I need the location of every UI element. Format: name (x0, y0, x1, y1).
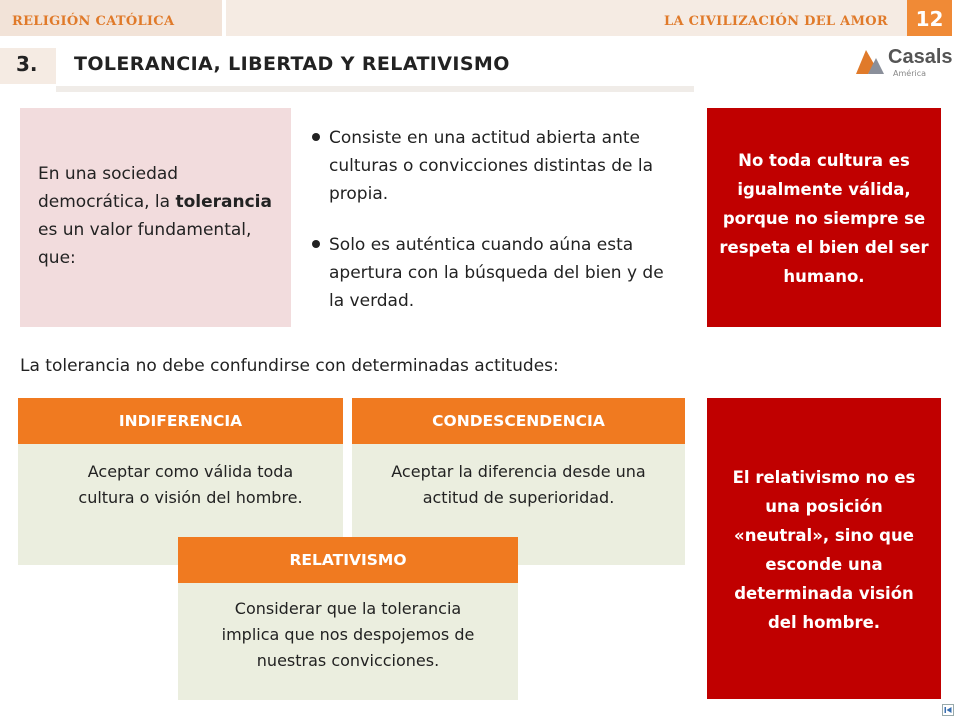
callout-bottom: El relativismo no es una posición «neutral», sino que esconde una determinada visión del hombre. (707, 398, 941, 699)
bullet-dot-icon (310, 238, 322, 250)
card-text-condescendencia: Aceptar la diferencia desde una actitud de superioridad. (352, 444, 685, 565)
page-number: 12 (907, 0, 952, 36)
header-unit-title: LA CIVILIZACIÓN DEL AMOR (664, 14, 888, 29)
intro-bold-term: tolerancia (175, 192, 272, 212)
section-title: TOLERANCIA, LIBERTAD Y RELATIVISMO (74, 53, 510, 75)
logo-sub: América (893, 69, 926, 78)
intro-before: En una sociedad democrática, la (38, 164, 179, 212)
section-number: 3. (16, 52, 38, 76)
intro-after: es un valor fundamental, que: (38, 220, 252, 268)
intro-text (38, 160, 283, 272)
subheading: La tolerancia no debe confundirse con determinadas actitudes: (20, 356, 559, 376)
callout-top: No toda cultura es igualmente válida, porque no siempre se respeta el bien del ser humano. (707, 108, 941, 327)
first-page-icon[interactable] (942, 704, 954, 716)
bullet-dot-icon (310, 131, 322, 143)
card-text-indiferencia: Aceptar como válida toda cultura o visión del hombre. (18, 444, 343, 565)
card-title-condescendencia: CONDESCENDENCIA (352, 398, 685, 444)
card-title-relativismo: RELATIVISMO (178, 537, 518, 583)
bullet-item-2: Solo es auténtica cuando aúna esta apertura con la búsqueda del bien y de la verdad. (329, 235, 664, 311)
logo-name: Casals (888, 46, 953, 68)
card-title-indiferencia: INDIFERENCIA (18, 398, 343, 444)
card-text-relativismo: Considerar que la tolerancia implica que nos despojemos de nuestras convicciones. (178, 583, 518, 700)
bullet-item-1: Consiste en una actitud abierta ante culturas o convicciones distintas de la propia. (329, 128, 654, 204)
header-subject: RELIGIÓN CATÓLICA (12, 14, 175, 29)
